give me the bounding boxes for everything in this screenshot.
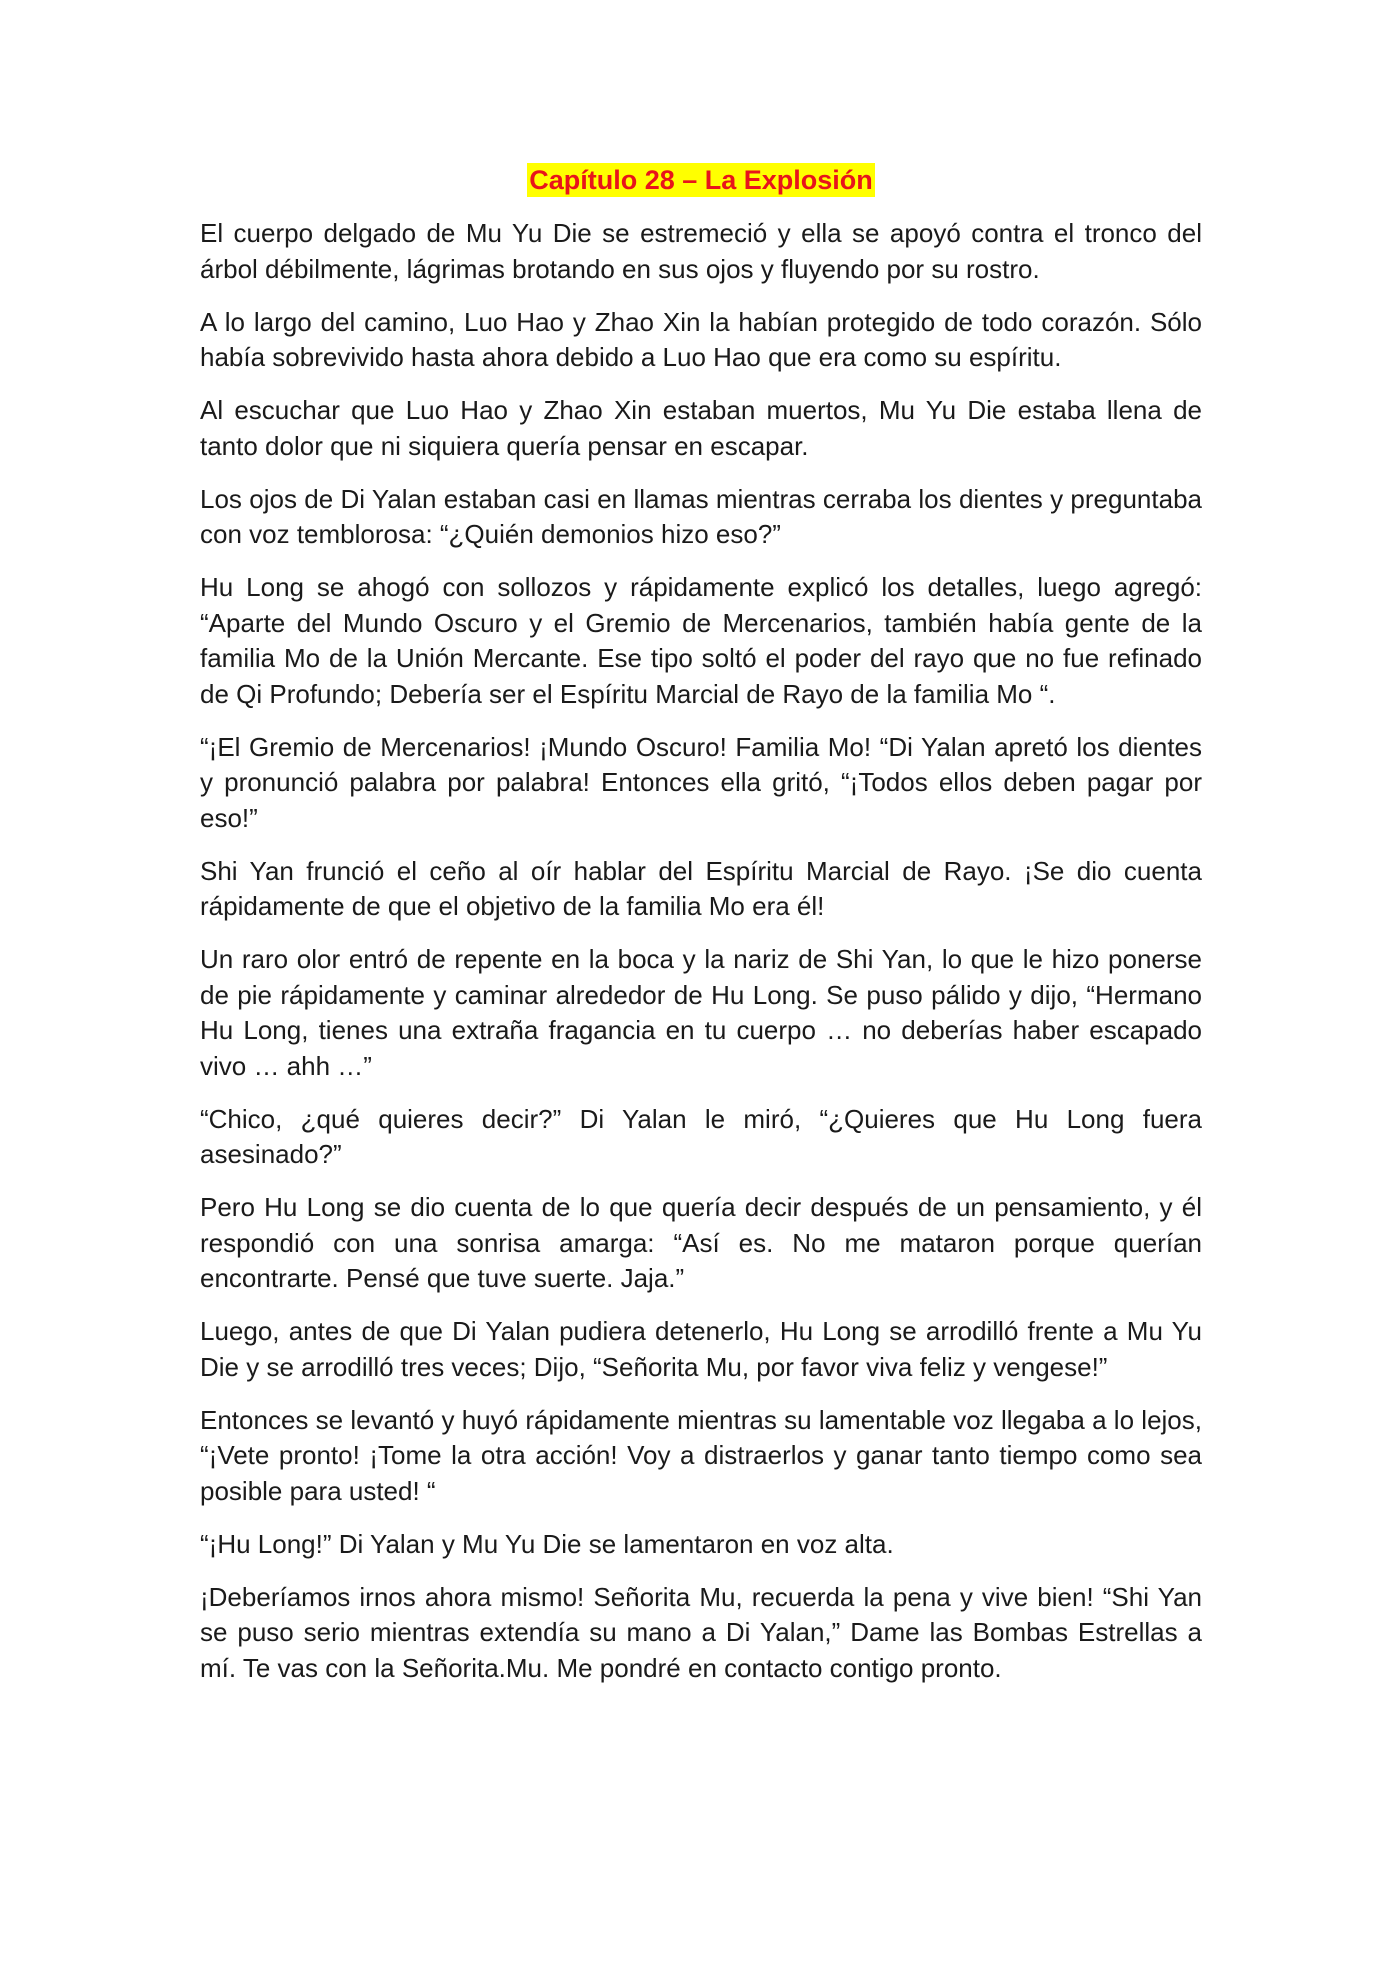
paragraph-11: Luego, antes de que Di Yalan pudiera detenerlo, Hu Long se arrodilló frente a Mu Yu Die y se arrodilló tres veces; Dijo, “Señorita Mu, por favor viva feliz y vengese!”	[200, 1316, 1202, 1382]
paragraph-14: ¡Deberíamos irnos ahora mismo! Señorita Mu, recuerda la pena y vive bien! “Shi Yan se puso serio mientras extendía su mano a Di Yalan,” Dame las Bombas Estrellas a mí. Te vas con la Señorita.Mu. Me pondré en contacto contigo pronto.	[200, 1581, 1202, 1683]
paragraph-5: Hu Long se ahogó con sollozos y rápidamente explicó los detalles, luego agregó: “Aparte del Mundo Oscuro y el Gremio de Mercenarios, también había gente de la familia Mo de la Unión Mercante. Ese tipo soltó el poder del rayo que no fue refinado de Qi Profundo; Debería ser el Espíritu Marcial de Rayo de la familia Mo “.	[200, 572, 1202, 709]
paragraph-3: Al escuchar que Luo Hao y Zhao Xin estaban muertos, Mu Yu Die estaba llena de tanto dolor que ni siquiera quería pensar en escapar.	[200, 395, 1202, 461]
paragraph-9: “Chico, ¿qué quieres decir?” Di Yalan le miró, “¿Quieres que Hu Long fuera asesinado?”	[200, 1103, 1202, 1169]
paragraph-10: Pero Hu Long se dio cuenta de lo que quería decir después de un pensamiento, y él respondió con una sonrisa amarga: “Así es. No me mataron porque querían encontrarte. Pensé que tuve suerte. Jaja.”	[200, 1192, 1202, 1293]
chapter-title-container	[200, 162, 1202, 198]
paragraph-8: Un raro olor entró de repente en la boca y la nariz de Shi Yan, lo que le hizo ponerse de pie rápidamente y caminar alrededor de Hu Long. Se puso pálido y dijo, “Hermano Hu Long, tienes una extraña fragancia en tu cuerpo … no deberías haber escapado vivo … ahh …”	[200, 944, 1202, 1081]
paragraph-4: Los ojos de Di Yalan estaban casi en llamas mientras cerraba los dientes y preguntaba con voz temblorosa: “¿Quién demonios hizo eso?”	[200, 483, 1202, 549]
paragraph-2: A lo largo del camino, Luo Hao y Zhao Xin la habían protegido de todo corazón. Sólo había sobrevivido hasta ahora debido a Luo Hao que era como su espíritu.	[200, 306, 1202, 372]
chapter-title: Capítulo 28 – La Explosión	[529, 165, 873, 195]
paragraph-1: El cuerpo delgado de Mu Yu Die se estremeció y ella se apoyó contra el tronco del árbol débilmente, lágrimas brotando en sus ojos y fluyendo por su rostro.	[200, 218, 1202, 284]
paragraph-7: Shi Yan frunció el ceño al oír hablar del Espíritu Marcial de Rayo. ¡Se dio cuenta rápidamente de que el objetivo de la familia Mo era él!	[200, 855, 1202, 921]
paragraph-12: Entonces se levantó y huyó rápidamente mientras su lamentable voz llegaba a lo lejos, “¡Vete pronto! ¡Tome la otra acción! Voy a distraerlos y ganar tanto tiempo como sea posible para usted! “	[200, 1404, 1202, 1506]
paragraph-6: “¡El Gremio de Mercenarios! ¡Mundo Oscuro! Familia Mo! “Di Yalan apretó los dientes y pronunció palabra por palabra! Entonces ella gritó, “¡Todos ellos deben pagar por eso!”	[200, 731, 1202, 833]
paragraph-13: “¡Hu Long!” Di Yalan y Mu Yu Die se lamentaron en voz alta.	[200, 1528, 894, 1559]
document-body	[200, 162, 1202, 1704]
